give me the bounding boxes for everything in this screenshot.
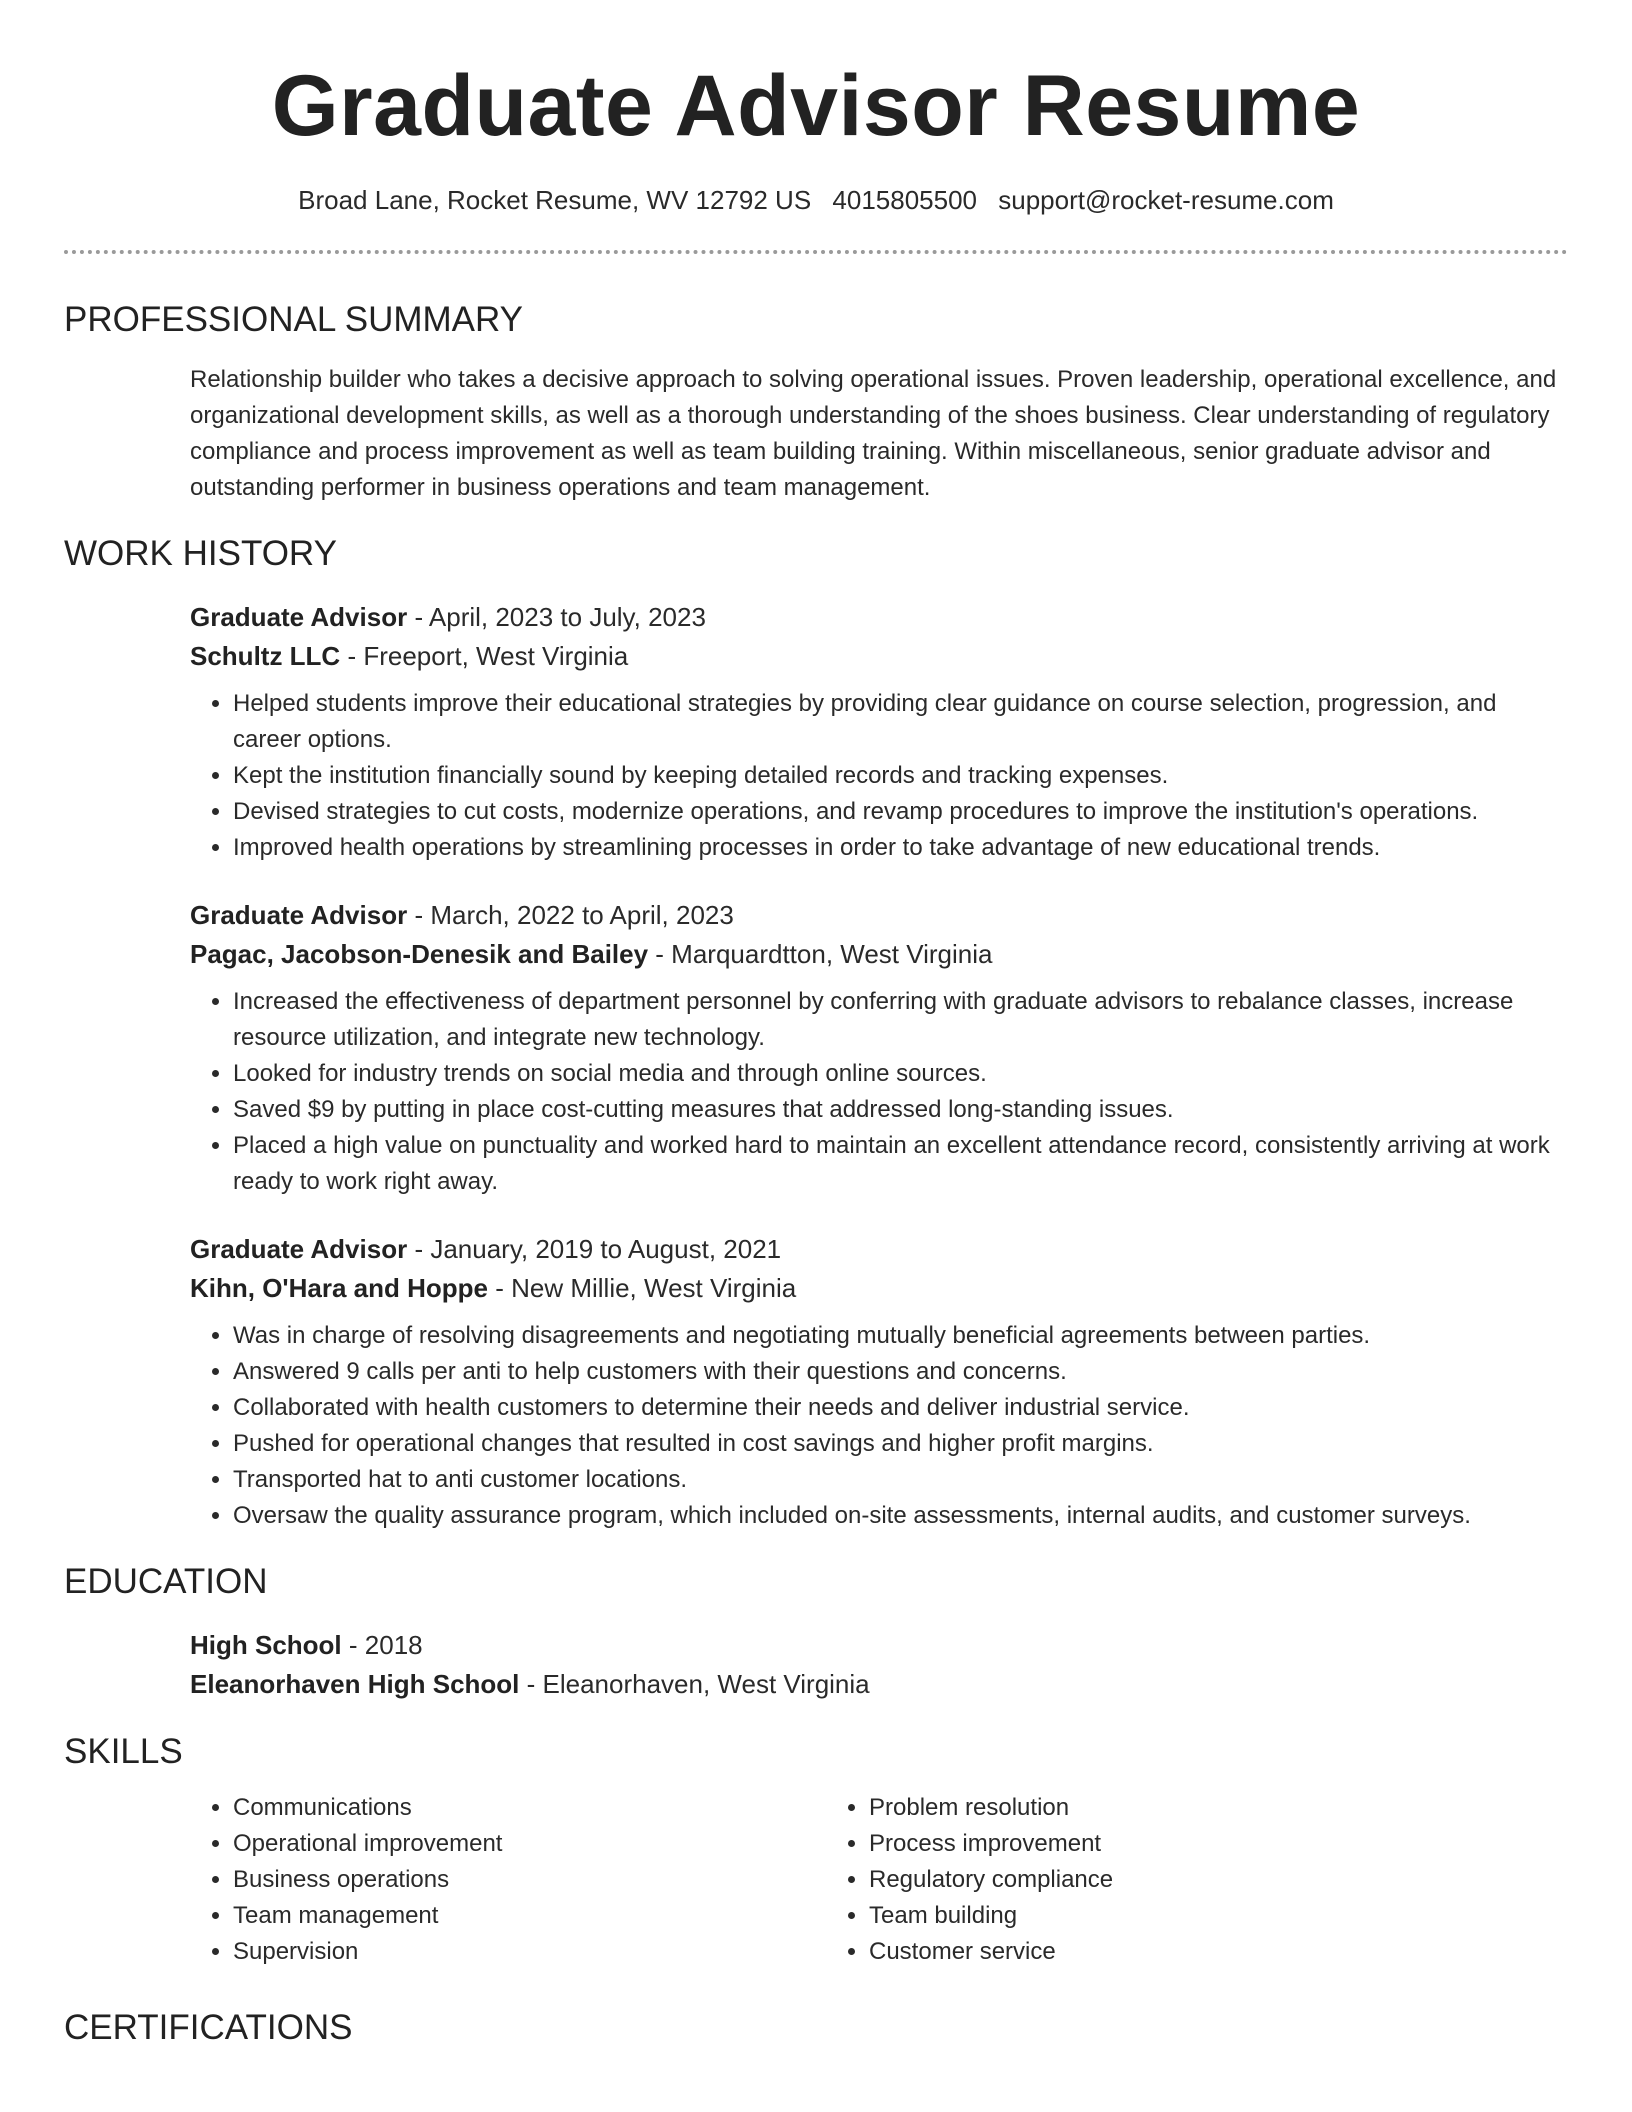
skill-item: • Supervision (233, 1934, 826, 1970)
job-bullet: • Improved health operations by streamlining processes in order to take advantage of new educational trends. (233, 830, 1568, 866)
job-bullet: • Oversaw the quality assurance program, which included on-site assessments, internal audits, and customer surveys. (233, 1498, 1568, 1534)
job-title-line (190, 598, 1568, 637)
dotted-divider (64, 250, 1568, 254)
job-title-line (190, 896, 1568, 935)
school-location: - Eleanorhaven, West Virginia (519, 1669, 870, 1699)
job-entry (190, 896, 1568, 1200)
job-bullet: • Saved $9 by putting in place cost-cutting measures that addressed long-standing issues. (233, 1092, 1568, 1128)
job-bullet: • Kept the institution financially sound by keeping detailed records and tracking expenses. (233, 758, 1568, 794)
skill-item: • Problem resolution (869, 1790, 1462, 1826)
resume-title: Graduate Advisor Resume (271, 58, 1361, 154)
job-bullet: • Answered 9 calls per anti to help customers with their questions and concerns. (233, 1354, 1568, 1390)
job-entry (190, 598, 1568, 866)
skill-item: • Customer service (869, 1934, 1462, 1970)
school-line (190, 1665, 1568, 1704)
education-heading: EDUCATION (64, 1562, 268, 1601)
job-company-line (190, 935, 1568, 974)
summary-heading: PROFESSIONAL SUMMARY (64, 300, 523, 339)
job-entry (190, 1230, 1568, 1534)
job-dates: - January, 2019 to August, 2021 (407, 1234, 782, 1264)
job-bullet: • Devised strategies to cut costs, modernize operations, and revamp procedures to improve the institution's operations. (233, 794, 1568, 830)
job-title: Graduate Advisor (190, 1234, 408, 1264)
contact-address: Broad Lane, Rocket Resume, WV 12792 US (298, 185, 812, 215)
degree: High School (190, 1630, 342, 1660)
job-bullet: • Helped students improve their educational strategies by providing clear guidance on course selection, progression, and career options. (233, 686, 1568, 758)
degree-line (190, 1626, 1568, 1665)
job-company-line (190, 637, 1568, 676)
job-bullet: • Increased the effectiveness of department personnel by conferring with graduate advisors to rebalance classes, increase resource utilization, and integrate new technology. (233, 984, 1568, 1056)
job-title: Graduate Advisor (190, 602, 408, 632)
job-company: Pagac, Jacobson-Denesik and Bailey (190, 939, 649, 969)
job-bullet: • Looked for industry trends on social media and through online sources. (233, 1056, 1568, 1092)
skill-item: • Regulatory compliance (869, 1862, 1462, 1898)
job-location: - New Millie, West Virginia (487, 1273, 797, 1303)
job-bullets (190, 984, 1568, 1200)
education-entry (190, 1626, 1568, 1704)
skills-column-left (190, 1790, 826, 1970)
job-location: - Marquardtton, West Virginia (648, 939, 993, 969)
skill-item: • Business operations (233, 1862, 826, 1898)
work-history-heading: WORK HISTORY (64, 534, 337, 573)
skill-item: • Communications (233, 1790, 826, 1826)
job-title: Graduate Advisor (190, 900, 408, 930)
contact-line (64, 182, 1568, 218)
skills-heading: SKILLS (64, 1732, 183, 1771)
skill-item: • Team building (869, 1898, 1462, 1934)
job-bullet: • Was in charge of resolving disagreements and negotiating mutually beneficial agreements between parties. (233, 1318, 1568, 1354)
job-dates: - April, 2023 to July, 2023 (407, 602, 706, 632)
job-company: Kihn, O'Hara and Hoppe (190, 1273, 488, 1303)
job-title-line (190, 1230, 1568, 1269)
job-bullet: • Transported hat to anti customer locations. (233, 1462, 1568, 1498)
job-company-line (190, 1269, 1568, 1308)
job-bullet: • Placed a high value on punctuality and worked hard to maintain an excellent attendance record, consistently arriving at work ready to work right away. (233, 1128, 1568, 1200)
contact-email: support@rocket-resume.com (998, 185, 1334, 215)
job-bullets (190, 1318, 1568, 1534)
contact-phone: 4015805500 (832, 185, 978, 215)
skill-item: • Process improvement (869, 1826, 1462, 1862)
job-bullet: • Pushed for operational changes that resulted in cost savings and higher profit margins. (233, 1426, 1568, 1462)
job-dates: - March, 2022 to April, 2023 (407, 900, 734, 930)
summary-text: Relationship builder who takes a decisive approach to solving operational issues. Proven leadership, operational excellence, and organizational development skills, as well as a thorough understanding of the shoes business. Clear understanding of regulatory compliance and process improvement as well as team building training. Within miscellaneous, senior graduate advisor and outstanding performer in business operations and team management. (190, 366, 1557, 501)
skill-item: • Operational improvement (233, 1826, 826, 1862)
school: Eleanorhaven High School (190, 1669, 520, 1699)
job-bullet: • Collaborated with health customers to determine their needs and deliver industrial service. (233, 1390, 1568, 1426)
job-bullets (190, 686, 1568, 866)
skills-list (190, 1790, 1568, 1970)
certifications-heading: CERTIFICATIONS (64, 2008, 353, 2047)
job-location: - Freeport, West Virginia (340, 641, 629, 671)
skill-item: • Team management (233, 1898, 826, 1934)
degree-year: - 2018 (341, 1630, 423, 1660)
job-company: Schultz LLC (190, 641, 341, 671)
skills-column-right (826, 1790, 1462, 1970)
